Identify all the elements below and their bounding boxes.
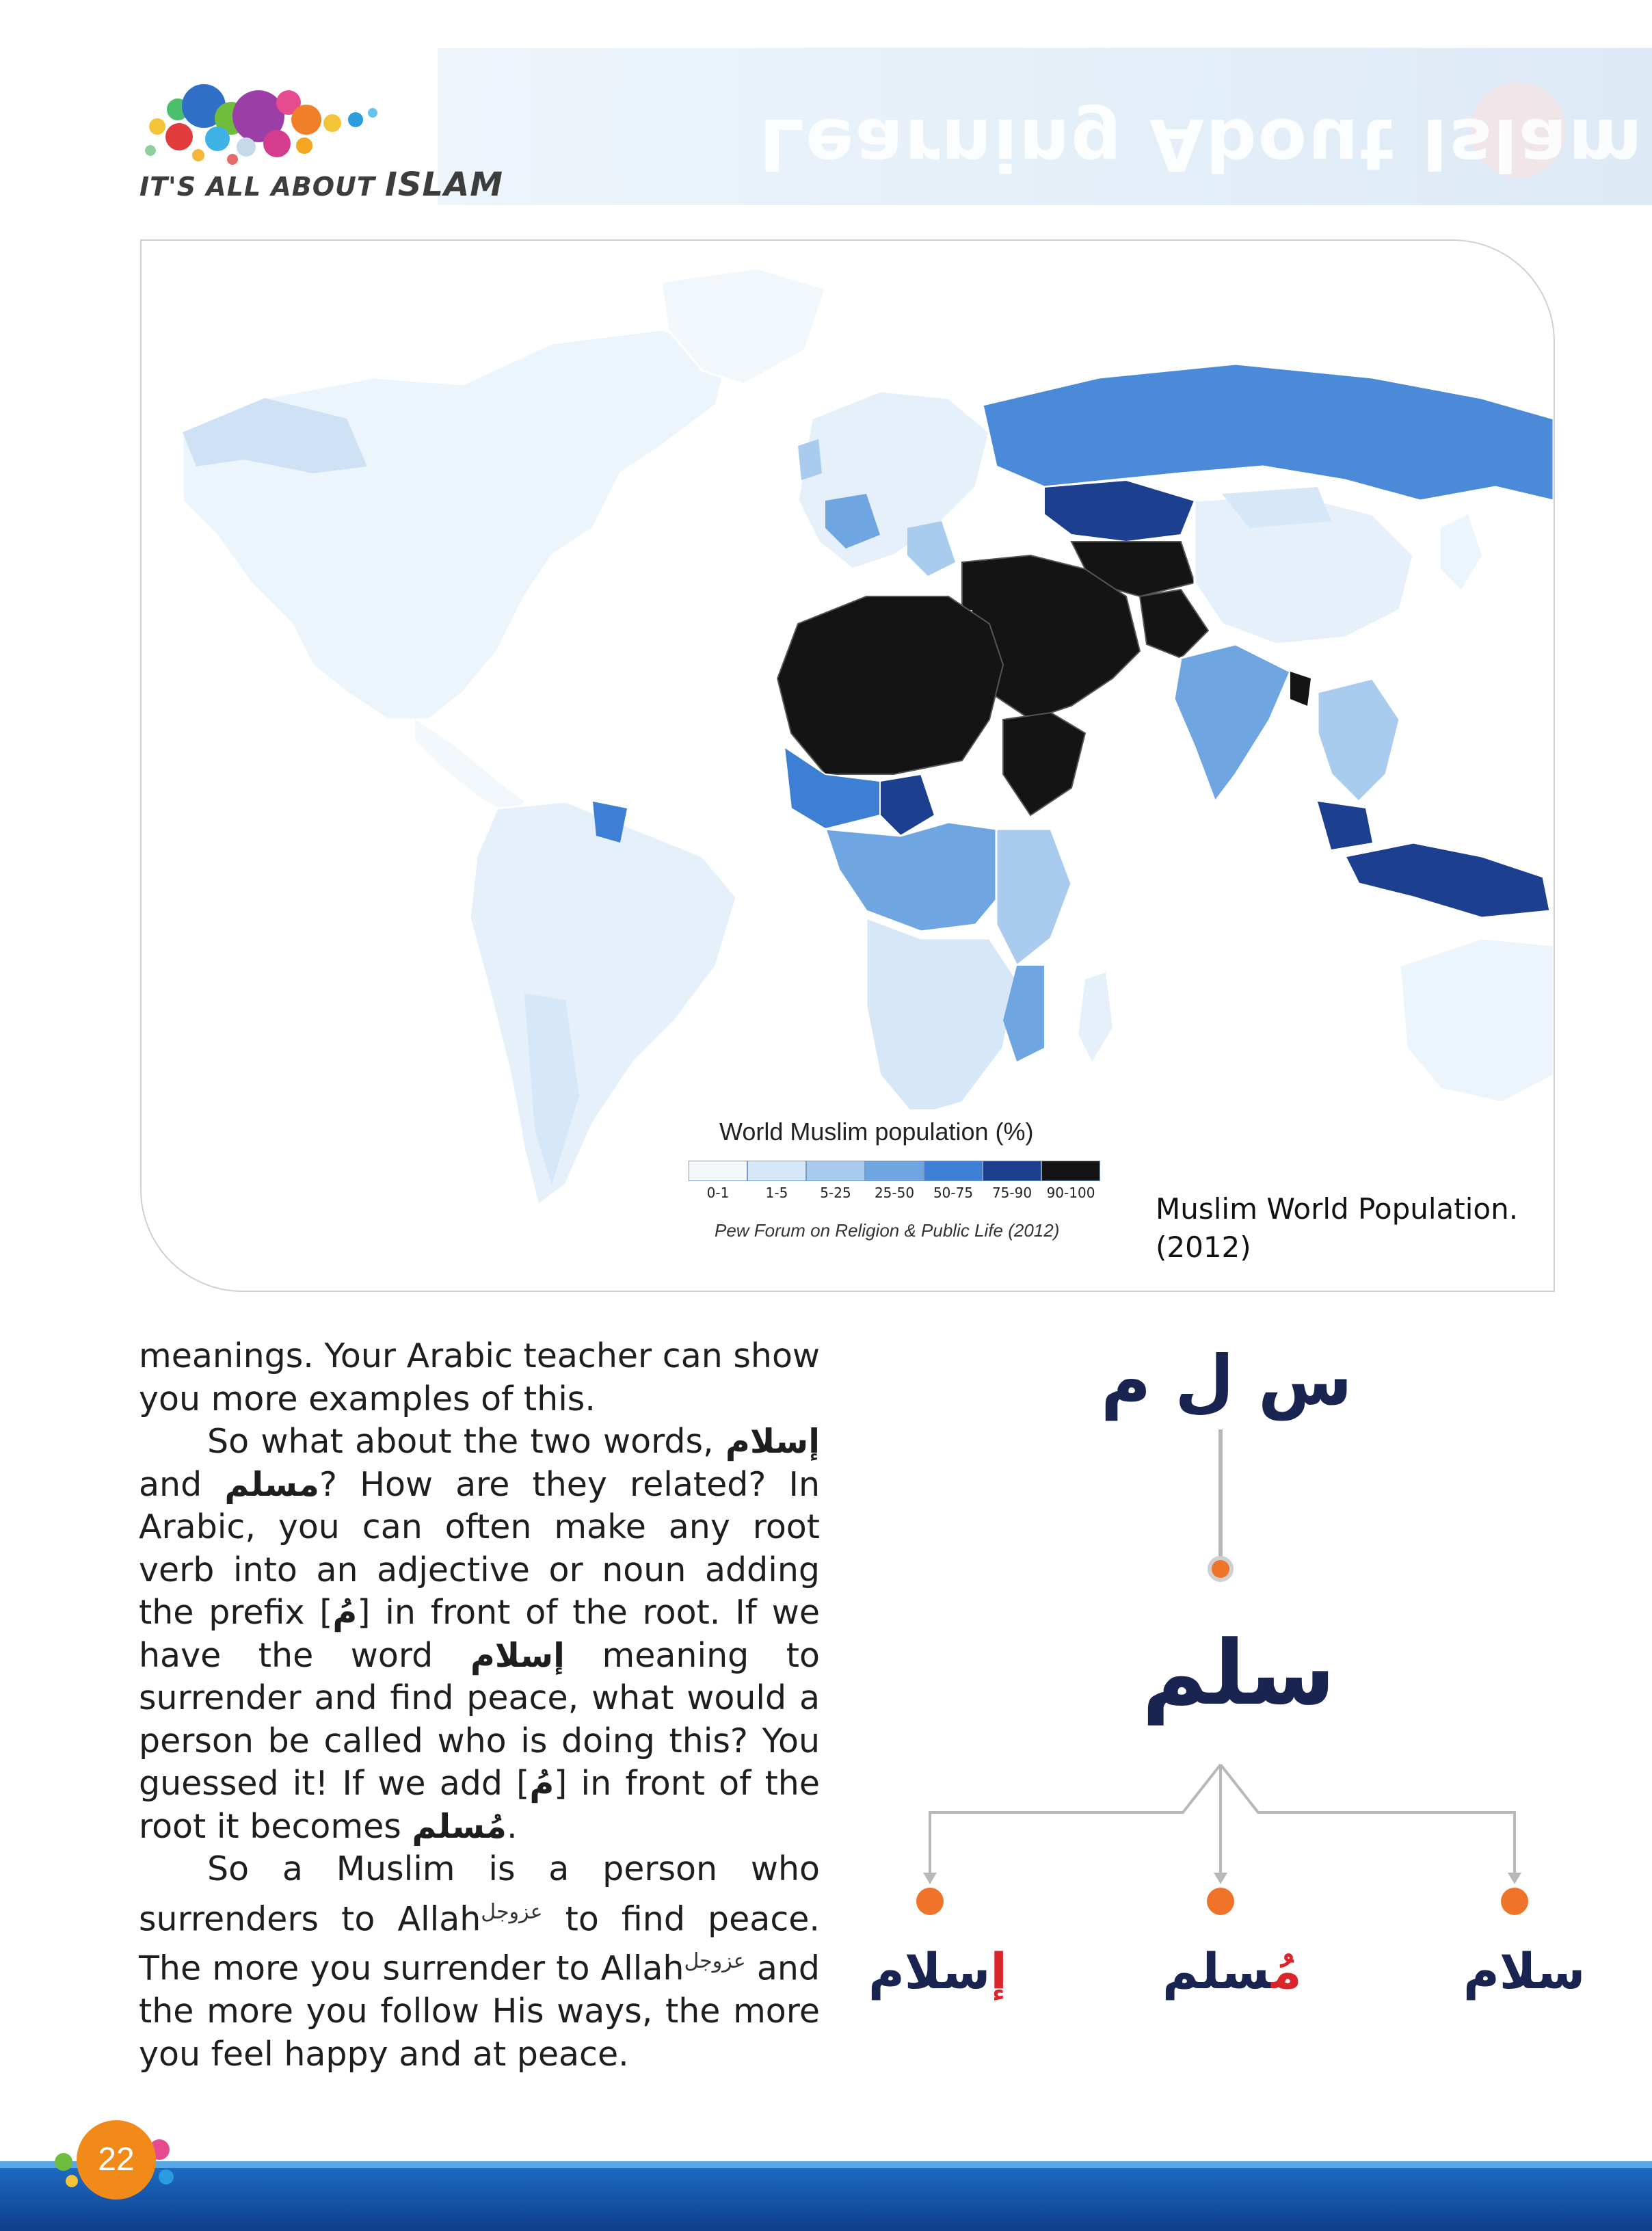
legend-title: World Muslim population (%) [719,1118,1034,1146]
derivative-stem: سلام [1463,1942,1586,2000]
legend-labels [689,1185,1100,1201]
legend-swatch-5-25 [806,1161,865,1181]
derivative-prefix: مُ [1271,1942,1302,2000]
text-run: and [139,1464,202,1504]
arabic-word-muslim: مُسلم [412,1806,507,1846]
footer-dot-decoration [159,2169,174,2184]
legend-label: 1-5 [765,1185,788,1201]
map-uk [798,439,822,480]
legend-label: 90-100 [1046,1185,1095,1201]
legend-color-bar [689,1161,1100,1181]
body-text [139,1335,820,2076]
derivative-salam [1463,1942,1585,2000]
text-run: So a Muslim is a person who surrenders to Allah [139,1849,820,1938]
map-caption: Muslim World Population. (2012) [1156,1192,1519,1264]
book-title-big: ISLAM [385,166,503,204]
map-source: Pew Forum on Religion & Public Life (2012) [715,1220,1060,1241]
derivative-stem: سلم [1162,1942,1272,2000]
arabic-word-islam: إسلام [725,1422,821,1461]
legend-swatch-0-1 [689,1161,747,1181]
legend-swatch-75-90 [983,1161,1041,1181]
paragraph-2 [139,1421,820,1848]
paragraph-1: meanings. Your Arabic teacher can show you more examples of this. [139,1336,821,1418]
root-stem-word: سلم [1142,1621,1335,1725]
arabic-word-islam: إسلام [470,1635,565,1675]
derivative-muslim [1162,1942,1302,2000]
arabic-prefix: مُ [529,1764,555,1803]
legend-label: 50-75 [933,1185,974,1201]
legend-label: 0-1 [706,1185,730,1201]
page-number: 22 [77,2120,156,2200]
legend-label: 5-25 [820,1185,851,1201]
footer-highlight-line [0,2161,1652,2168]
map-north-africa [777,596,1003,774]
legend-label: 25-50 [874,1185,915,1201]
legend-swatch-90-100 [1041,1161,1100,1181]
world-map-figure [140,239,1555,1292]
footer-bar [0,2161,1652,2231]
footer-dot-decoration [55,2153,72,2171]
root-letters: س ل م [1101,1341,1353,1421]
text-run: . [507,1806,518,1846]
book-title [139,166,503,204]
paragraph-3 [139,1848,820,2076]
honorific-glyph: عزوجل [684,1949,746,1974]
arabic-word-muslim: مسلم [224,1464,319,1504]
derivative-islam [868,1942,1007,2000]
text-run: ? How are they related? In Arabic, you can often make any root verb into an adjective or noun adding the prefix [ [139,1464,821,1632]
derivative-stem: سلام [868,1942,991,2000]
legend-swatch-1-5 [747,1161,806,1181]
book-title-small: IT'S ALL ABOUT [139,172,375,202]
derivative-prefix: إ [990,1942,1007,2000]
arabic-prefix: مُ [332,1593,358,1632]
legend-label: 75-90 [991,1185,1032,1201]
legend-swatch-50-75 [924,1161,983,1181]
text-run: and the more you follow His ways, the more you feel happy and at peace. [139,1949,821,2074]
text-run: So what about the two words, [207,1422,714,1461]
footer-dot-decoration [66,2175,78,2187]
legend-swatch-25-50 [865,1161,924,1181]
text-run: ] in front of the root it becomes [139,1764,820,1846]
word-root-diagram [841,1320,1593,2059]
text-run: meaning to surrender and find peace, what would a person be called who is doing this? You guessed it! If we add [ [139,1635,820,1803]
text-run: to find peace. The more you surrender to Allah [139,1899,820,1988]
chapter-title: Learning About Islam [759,103,1644,186]
text-run: ] in front of the root. If we have the word [139,1593,820,1675]
honorific-glyph: عزوجل [481,1899,543,1924]
